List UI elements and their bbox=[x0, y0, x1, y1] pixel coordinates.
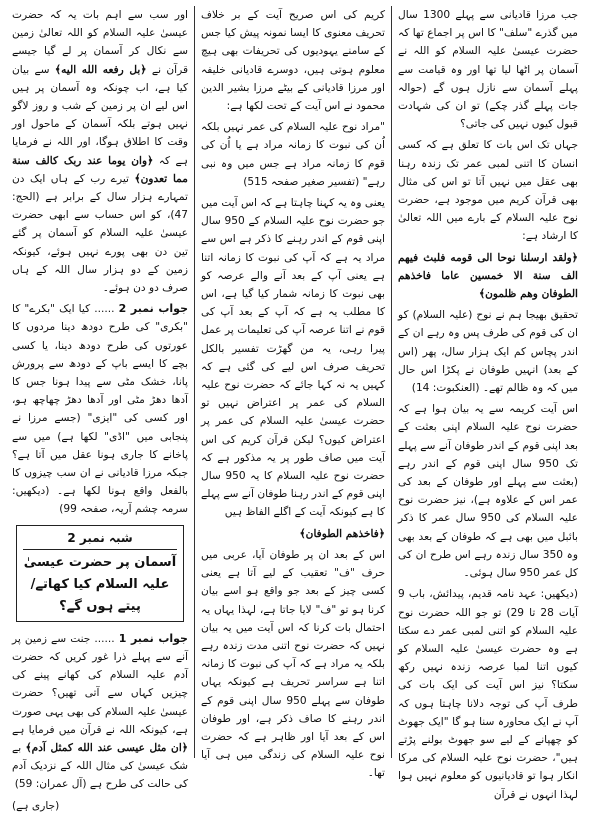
column-middle bbox=[194, 6, 392, 780]
ayah-rafa: ﴿بل رفعه الله الیه﴾ bbox=[54, 63, 147, 76]
ayah-alf-sana: ﴿وان یوما عند ربک کالف سنة مما تعدون﴾ bbox=[12, 154, 188, 185]
paragraph-fa-taqeeb: اس کے بعد ان پر طوفان آیا، عربی میں حرف "ف" تعقیب کے لیے آتا ہے یعنی کسی چیز کے بعد جو واقع ہو اسے بیان کرنا ہو تو "ف" لایا جاتا ہے، لہذا یہاں یہ احتمال بات کرنا کہ اس آیت میں یہ بیان نہیں کہ حضرت نوح اتنی مدت زندہ رہے بلکہ یہ مراد ہے کہ آپ کی نبوت کا زمانہ اتنا ہے سراسر تحریف ہے کیونکہ یہاں طوفان سے پہلے 950 سال اپنی قوم کے اندر رہنے کا صاف ذکر ہے، اور طوفان اس کے بعد آیا اور ظاہر ہے کہ حضرت نوح علیہ السلام کی زندگی میں ہی آیا تھا۔ bbox=[201, 548, 385, 780]
paragraph-interpretation: یعنی وہ یہ کہنا چاہتا ہے کہ اس آیت میں جو حضرت نوح علیہ السلام کے 950 سال اپنی قوم کے اندر رہنے کا ذکر ہے اس سے مراد یہ ہے کہ آپ کی نبوت کا زمانہ اتنا ہے یعنی آپ کے بعد آنے والے عرصہ کو بھی نبوت کا زمانہ شمار کیا گیا ہے، اس کا مطلب یہ ہے کہ آپ کے بعد آپ کی قوم نے اتنا عرصہ آپ کی تعلیمات پر عمل پیرا رہی، یہ من گھڑت تفسیر بالکل تحریف صرف اس لیے کی گئی ہے کہ کہیں یہ نہ کہا جائے کہ حضرت نوح علیہ السلام کی عمر پر اعتراض نہیں تو حضرت عیسیٰ علیہ السلام کی عمر پر اعتراض کیوں؟ لیکن قرآن کریم کی اس آیت میں صاف طور پر یہ مذکور ہے کہ حضرت نوح علیہ السلام کا یہ 950 سال اپنی قوم کے اندر رہنا طوفان آنے سے پہلے کا ہے کیونکہ آیت کے اگلے الفاظ ہیں bbox=[201, 197, 386, 519]
ayah-ankabut: ﴿ولقد ارسلنا نوحا الی قومه فلبث فیهم الف سنة الا خمسین عاما فاخذهم الطوفان وهم ظلمون﴾ bbox=[398, 251, 578, 301]
answer-1-text: ...... جنت سے زمین پر آنے سے پہلے ذرا غور کریں کہ حضرت آدم علیہ السلام کی کھانے پینے کی چیزیں کہاں سے آتی تھیں؟ حضرت عیسیٰ علیہ السلام کی بھی یہی صورت ہے، کیونکہ اللہ نے قرآن میں فرمایا ہے bbox=[12, 632, 188, 736]
paragraph-answer-1: جواب نمبر 1 ...... جنت سے زمین پر آنے سے پہلے ذرا غور کریں کہ حضرت آدم علیہ السلام کی کھانے پینے کی چیزیں کہاں سے آتی تھیں؟ حضرت عیسیٰ علیہ السلام کی بھی یہی صورت ہے، کیونکہ اللہ نے قرآن میں فرمایا ہے ﴿ان مثل عیسی عند الله کمثل آدم﴾ بے شک عیسیٰ کی مثال اللہ کے نزدیک آدم کی حالت کی طرح ہے (آل عمران: 59) bbox=[12, 631, 188, 791]
answer-2-label: جواب نمبر 2 bbox=[118, 302, 188, 316]
ayah-mathal-adam: ﴿ان مثل عیسی عند الله کمثل آدم﴾ bbox=[25, 741, 188, 754]
paragraph-tahrif: کریم کی اس صریح آیت کے بر خلاف تحریف معنوی کا ایسا نمونہ پیش کیا جس کے سامنے یہودیوں کی تحریفات بھی ہیچ معلوم ہوتی ہیں، دوسرے قادیانی خلیفہ اور مرزا قادیانی کے بیٹے مرزا بشیر الدین محمود نے اس آیت کے تحت لکھا ہے: bbox=[201, 9, 385, 113]
column-right bbox=[392, 6, 584, 801]
answer-2-text: ...... کیا ایک "بکرے" کا "بکری" کی طرح دودھ دینا مردوں کا عورتوں کی طرح دودھ دینا، یا کسی بچے کا ایسے باپ کے دودھ سے پرورش پانا، خشک مٹی سے پیدا ہونا جس کا آدھا دھڑ مٹی اور آدھا دھڑ چھاچھ ہو، اور کسی کی "ایزی" (جسے مرزا نے پنجابی میں "اڈی" لکھا ہے) میں سے پاخانے کا جاری ہونا عقل میں آتا ہے؟ جبکہ مرزا قادیانی نے ان سب چیزوں کا بالفعل واقع ہونا لکھا ہے۔ (دیکھیں: سرمہ چشم آریہ، صفحہ 99) bbox=[12, 303, 188, 516]
paragraph-ayah-translation: تحقیق بھیجا ہم نے نوح (علیہ السلام) کو ان کی قوم کی طرف پس وہ رہے ان کے اندر پچاس کم ایک ہزار سال، پھر (اس کے بعد) انہیں طوفان نے پکڑا اس حال میں کہ وہ ظالم تھے۔ (العنکبوت: 14) bbox=[398, 309, 578, 395]
to-be-continued: (جاری ہے) bbox=[12, 799, 60, 812]
paragraph-answer-2 bbox=[12, 300, 188, 518]
paragraph-raised: اور سب سے اہم بات یہ کہ حضرت عیسیٰ علیہ السلام کو اللہ تعالیٰ زمین سے نکال کر آسمان پر لے گیا جیسے قرآن نے ﴿بل رفعه الله الیه﴾ سے بیان کیا ہے، اب چونکہ وہ آسمان پر ہیں اس لیے ان پر زمین کے شب و روز لاگو نہیں ہوتے بلکہ آسمان کے ماحول اور وقت کا اطلاق ہوگا، اور اللہ نے فرمایا ہے کہ ﴿وان یوما عند ربک کالف سنة مما تعدون﴾ تیرے رب کے ہاں ایک دن تمہارے ہزار سال کے برابر ہے (الحج: 47)، کو اس حساب سے ابھی حضرت عیسیٰ علیہ السلام کو آسمان پر گئے تین دن بھی پورے نہیں ہوئے، کیونکہ زمین کے دو ہزار سال اللہ کے ہاں صرف دو دن ہوئے۔ bbox=[12, 9, 189, 295]
answer-1-label: جواب نمبر 1 bbox=[118, 631, 188, 645]
paragraph-long-life: جہاں تک اس بات کا تعلق ہے کہ کسی انسان کا اتنی لمبی عمر تک زندہ رہنا بھی عقل میں نہیں آتا تو اس کی مثال بھی قرآن کریم میں موجود ہے، حضرت نوح علیہ السلام کے بارے میں اللہ تعالیٰ کا ارشاد ہے: bbox=[398, 139, 578, 243]
doubt-2-box bbox=[16, 525, 184, 622]
quote-tafseer-saghir: "مراد نوح علیہ السلام کی عمر نہیں بلکہ اُن کی نبوت کا زمانہ مراد ہے یا اُن کی قوم کا زمانہ مراد ہے جس میں وہ نبی رہے" (تفسیر صغیر صفحہ 515) bbox=[201, 121, 385, 188]
ayah-toofan: ﴿فاخذهم الطوفان﴾ bbox=[299, 527, 385, 540]
paragraph-nuh-950: اس آیت کریمہ سے یہ بیان ہوا ہے کہ حضرت نوح علیہ السلام اپنی بعثت کے بعد اپنی قوم کے اندر طوفان آنے سے پہلے تک 950 سال اپنی قوم کے اندر رہے (بعثت سے پہلے اور طوفان کے بعد کی عمر اس کے علاوہ ہے)، نیز حضرت نوح علیہ السلام کی 950 سال عمر کا ذکر بائبل میں بھی ہے کہ طوفان کے بعد بھی وہ 350 سال زندہ رہے اس طرح ان کی کل عمر 950 سال ہوئی۔ bbox=[398, 403, 578, 580]
paragraph-salaf-consensus: جب مرزا قادیانی سے پہلے 1300 سال میں گذرے "سلف" کا اس پر اجماع تھا کہ حضرت عیسیٰ علیہ السلام کو اللہ نے آسمان پر اٹھا لیا تھا اور وہ قیامت سے پہلے آسمان سے نازل ہوں گے (حوالہ جات پہلے گذر چکے) تو ان کی شہادت قبول کیوں نہیں کی جاتی؟ bbox=[398, 9, 578, 131]
doubt-2-title: شبہ نمبر 2 bbox=[67, 530, 133, 545]
paragraph-bible-reference: (دیکھیں: عہد نامہ قدیم، پیدائش، باب 9 آیات 28 تا 29) تو جو اللہ حضرت نوح علیہ السلام کو اتنی لمبی عمر دے سکتا ہے وہ حضرت عیسیٰ علیہ السلام کو کیوں اتنا لمبا عرصہ زندہ نہیں رکھ سکتا؟ نیز اس آیت کی ایک بات کی طرف آپ کی توجہ دلانا چاہتا ہوں کہ آپ نے ایک محاورہ سنا ہو گا "ایک جھوٹ کو چھپانے کے لیے سو جھوٹ بولنے پڑتے ہیں"، حضرت نوح علیہ السلام کی مرکا انکار ہوا تو قادیانیوں کو معلوم نہیں ہوا لہذا انہوں نے قرآن bbox=[398, 588, 578, 801]
column-left bbox=[6, 6, 194, 812]
doubt-2-question: آسمان پر حضرت عیسیٰ علیہ السلام کیا کھاتے/ پیتے ہوں گے؟ bbox=[23, 549, 177, 618]
